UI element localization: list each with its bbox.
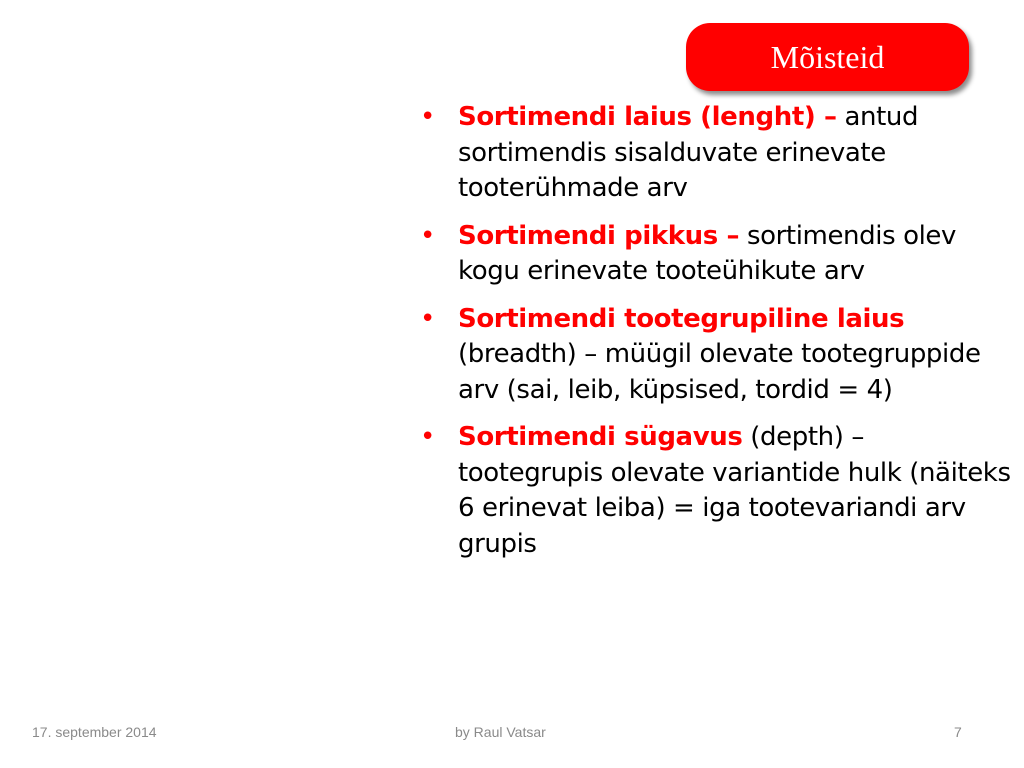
bullet-icon: • (420, 303, 435, 334)
bullet-item (418, 100, 1014, 207)
bullet-term: Sortimendi tootegrupiline laius (458, 303, 905, 334)
footer-date: 17. september 2014 (32, 724, 157, 740)
bullet-item (418, 420, 1014, 562)
title-box (686, 23, 969, 91)
bullet-icon: • (420, 220, 435, 251)
slide-title: Mõisteid (770, 39, 885, 75)
bullet-text: (depth) – tootegrupis olevate variantide hulk (näiteks 6 erinevat leiba) = iga tootevariandi arv grupis (458, 422, 1011, 559)
bullet-term: Sortimendi sügavus (458, 422, 743, 452)
bullet-text: antud sortimendis sisalduvate erinevate tooterühmade arv (458, 102, 919, 203)
bullet-text: sortimendis olev kogu erinevate tooteühikute arv (458, 220, 956, 286)
footer-author: by Raul Vatsar (455, 724, 546, 740)
page-number: 7 (954, 724, 962, 740)
bullet-list (418, 100, 1014, 574)
bullet-item (418, 302, 1014, 409)
bullet-item (418, 219, 1014, 290)
bullet-term: Sortimendi pikkus – (458, 220, 740, 251)
bullet-icon: • (420, 422, 435, 452)
bullet-icon: • (420, 102, 435, 132)
bullet-term: Sortimendi laius (lenght) – (458, 102, 837, 132)
bullet-text: (breadth) – müügil olevate tootegruppide arv (sai, leib, küpsised, tordid = 4) (458, 339, 981, 405)
